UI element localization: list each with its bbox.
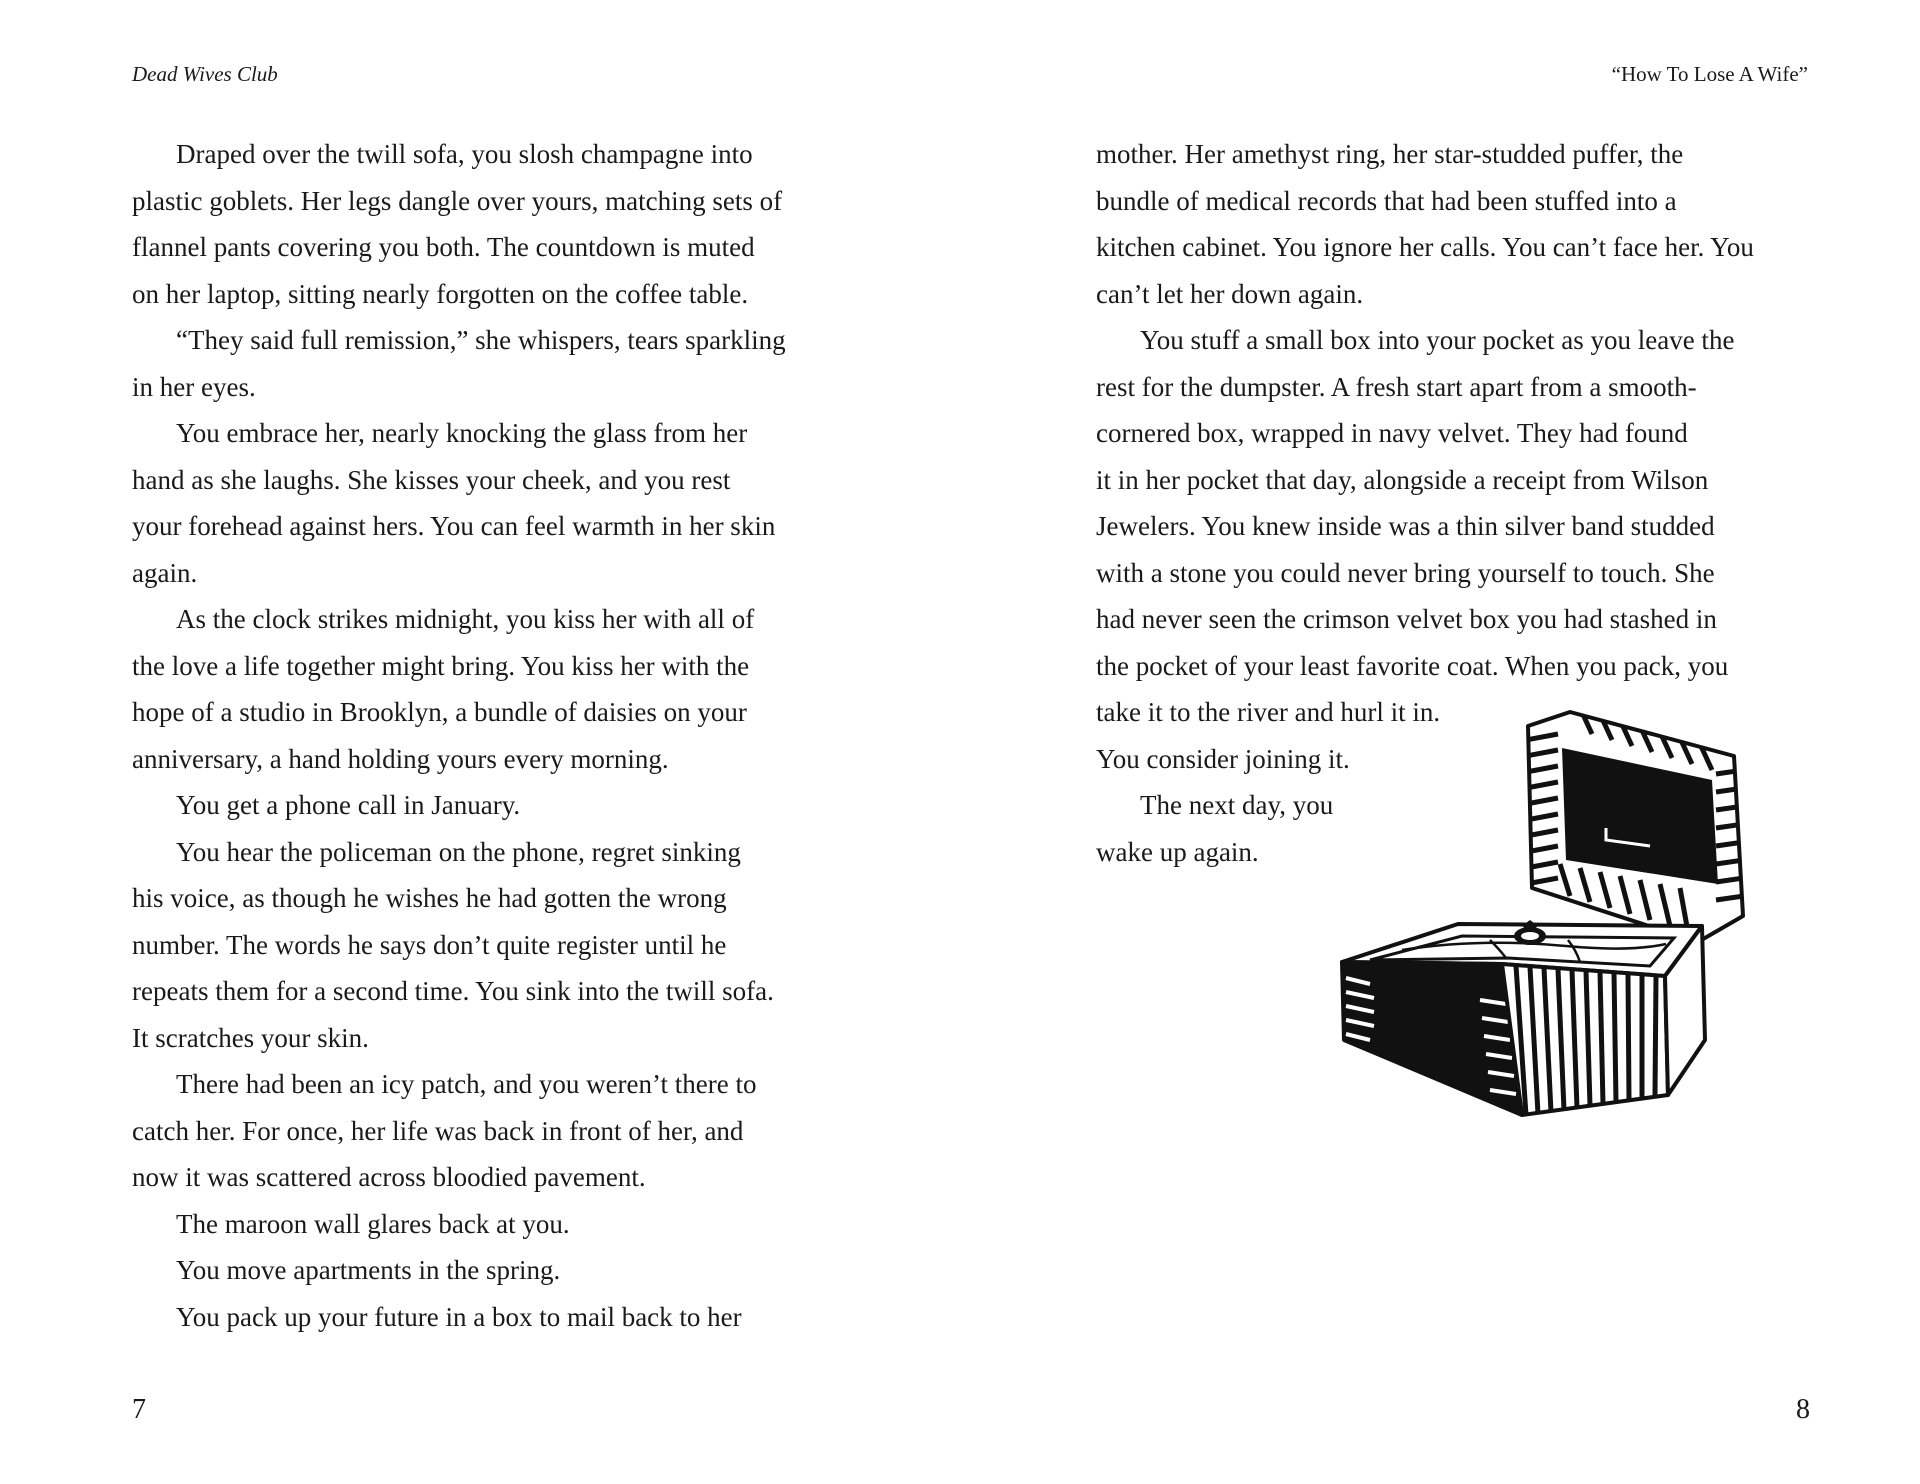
text-line: on her laptop, sitting nearly forgotten on the coffee table. xyxy=(132,278,749,309)
body-text-left xyxy=(132,131,852,1340)
text-line: You pack up your future in a box to mail back to her xyxy=(176,1301,742,1332)
text-line: You hear the policeman on the phone, regret sinking xyxy=(176,836,741,867)
text-line: repeats them for a second time. You sink into the twill sofa. xyxy=(132,976,774,1006)
text-line: hand as she laughs. She kisses your cheek, and you rest xyxy=(132,464,731,495)
text-line: wake up again. xyxy=(1096,836,1259,867)
page-number-right: 8 xyxy=(1796,1394,1810,1425)
text-line: kitchen cabinet. You ignore her calls. You can’t face her. You xyxy=(1096,232,1754,262)
running-head-right: “How To Lose A Wife” xyxy=(1611,62,1808,86)
text-line: in her eyes. xyxy=(132,371,256,402)
text-line: hope of a studio in Brooklyn, a bundle of daisies on your xyxy=(132,697,747,727)
text-line: number. The words he says don’t quite register until he xyxy=(132,929,727,960)
text-line: the love a life together might bring. You kiss her with the xyxy=(132,650,750,681)
text-line: You get a phone call in January. xyxy=(176,790,521,820)
text-line: “They said full remission,” she whispers, tears sparkling xyxy=(176,325,786,355)
text-line: You stuff a small box into your pocket as you leave the xyxy=(1140,325,1735,355)
text-line: plastic goblets. Her legs dangle over yours, matching sets of xyxy=(132,185,783,216)
text-line: The next day, you xyxy=(1140,790,1334,820)
text-line: take it to the river and hurl it in. xyxy=(1096,697,1441,727)
text-line: can’t let her down again. xyxy=(1096,278,1364,309)
text-line: it in her pocket that day, alongside a receipt from Wilson xyxy=(1096,464,1709,495)
text-line: rest for the dumpster. A fresh start apart from a smooth- xyxy=(1096,371,1697,402)
text-line: his voice, as though he wishes he had gotten the wrong xyxy=(132,883,727,913)
text-line: You consider joining it. xyxy=(1096,743,1350,774)
text-line: now it was scattered across bloodied pavement. xyxy=(132,1162,646,1192)
text-line: You embrace her, nearly knocking the glass from her xyxy=(176,418,748,448)
text-line: catch her. For once, her life was back in front of her, and xyxy=(132,1115,744,1146)
text-line: Draped over the twill sofa, you slosh champagne into xyxy=(176,139,753,169)
text-line: had never seen the crimson velvet box you had stashed in xyxy=(1096,604,1717,634)
page-number-left: 7 xyxy=(132,1394,146,1425)
text-line: anniversary, a hand holding yours every morning. xyxy=(132,743,669,774)
running-head-left: Dead Wives Club xyxy=(132,62,278,86)
ring-box-illustration xyxy=(1330,700,1750,1120)
box-base xyxy=(1342,920,1705,1115)
text-line: your forehead against hers. You can feel warmth in her skin xyxy=(132,511,776,541)
text-line: mother. Her amethyst ring, her star-studded puffer, the xyxy=(1096,139,1684,169)
box-lid xyxy=(1526,708,1744,942)
text-line: the pocket of your least favorite coat. When you pack, you xyxy=(1096,650,1729,681)
text-line: You move apartments in the spring. xyxy=(176,1255,561,1285)
text-line: It scratches your skin. xyxy=(132,1022,369,1053)
text-line: The maroon wall glares back at you. xyxy=(176,1208,570,1239)
text-line: As the clock strikes midnight, you kiss her with all of xyxy=(176,604,755,634)
text-line: with a stone you could never bring yourself to touch. She xyxy=(1096,557,1715,588)
text-line: again. xyxy=(132,557,198,588)
text-line: cornered box, wrapped in navy velvet. They had found xyxy=(1096,418,1688,448)
text-line: Jewelers. You knew inside was a thin silver band studded xyxy=(1096,511,1715,541)
text-line: bundle of medical records that had been stuffed into a xyxy=(1096,185,1677,216)
text-line: flannel pants covering you both. The countdown is muted xyxy=(132,232,755,262)
text-line: There had been an icy patch, and you weren’t there to xyxy=(176,1069,757,1099)
